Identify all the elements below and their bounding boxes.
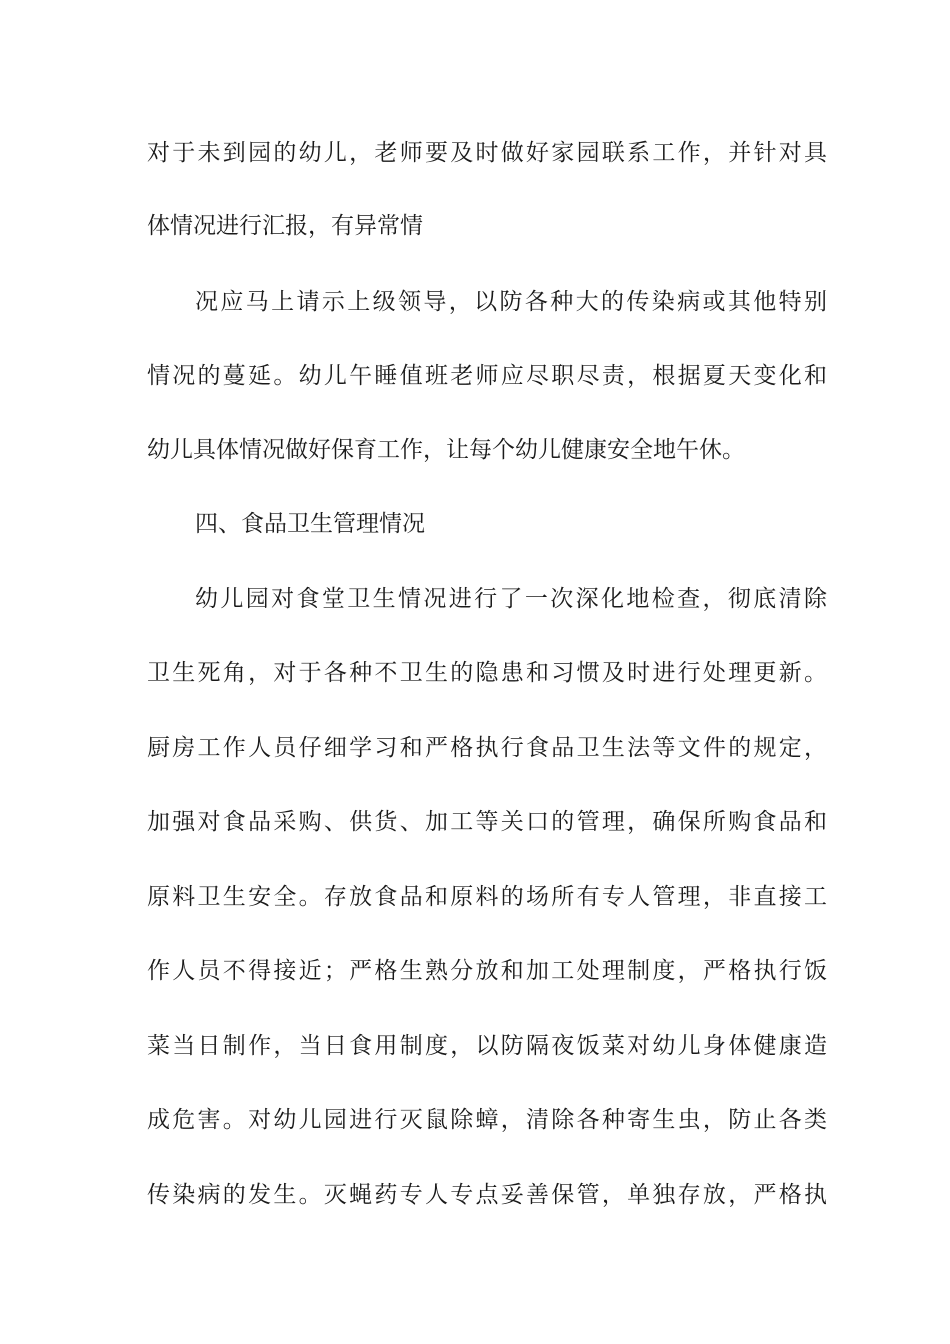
text-line-14: 成危害。对幼儿园进行灭鼠除蟑，清除各种寄生虫，防止各类 — [147, 1107, 827, 1133]
section-heading: 四、食品卫生管理情况 — [195, 511, 425, 537]
text-line-5: 幼儿具体情况做好保育工作，让每个幼儿健康安全地午休。 — [147, 437, 745, 463]
text-line-2: 体情况进行汇报，有异常情 — [147, 213, 423, 239]
text-line-9: 厨房工作人员仔细学习和严格执行食品卫生法等文件的规定， — [147, 735, 827, 761]
text-line-15: 传染病的发生。灭蝇药专人专点妥善保管，单独存放，严格执 — [147, 1182, 827, 1208]
text-line-4: 情况的蔓延。幼儿午睡值班老师应尽职尽责，根据夏天变化和 — [147, 363, 827, 389]
text-line-3: 况应马上请示上级领导，以防各种大的传染病或其他特别 — [195, 289, 827, 315]
text-line-7: 幼儿园对食堂卫生情况进行了一次深化地检查，彻底清除 — [195, 586, 827, 612]
text-line-8: 卫生死角，对于各种不卫生的隐患和习惯及时进行处理更新。 — [147, 660, 827, 686]
text-line-12: 作人员不得接近；严格生熟分放和加工处理制度，严格执行饭 — [147, 958, 827, 984]
text-line-1: 对于未到园的幼儿，老师要及时做好家园联系工作，并针对具 — [147, 140, 827, 166]
text-line-11: 原料卫生安全。存放食品和原料的场所有专人管理，非直接工 — [147, 884, 827, 910]
text-line-13: 菜当日制作，当日食用制度，以防隔夜饭菜对幼儿身体健康造 — [147, 1033, 827, 1059]
text-line-10: 加强对食品采购、供货、加工等关口的管理，确保所购食品和 — [147, 809, 827, 835]
